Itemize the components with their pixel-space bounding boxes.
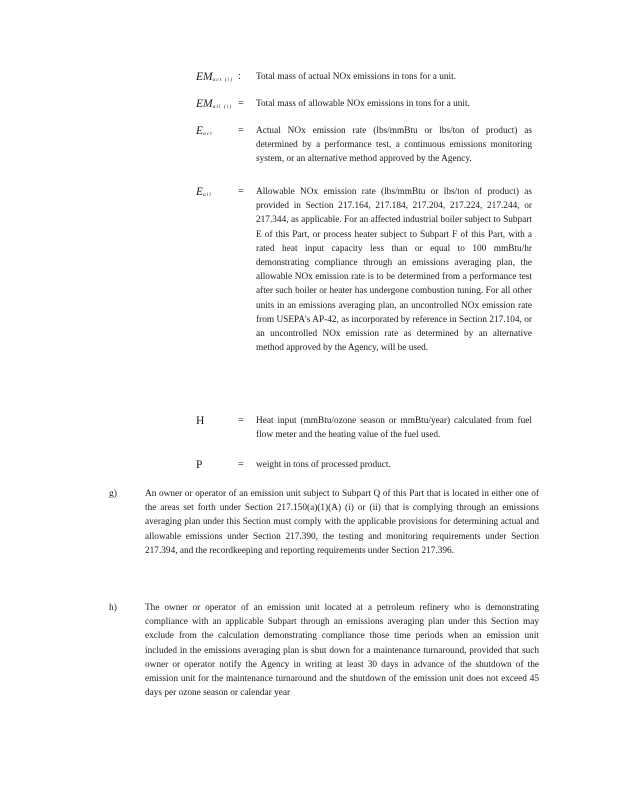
definition-symbol: P <box>196 459 203 471</box>
paragraph-label: g) <box>109 489 117 499</box>
paragraph-label: h) <box>109 603 117 613</box>
definition-operator: : <box>238 71 241 82</box>
definition-symbol: EMall (i) <box>196 98 232 110</box>
definition-text: Total mass of allowable NOx emissions in tons for a unit. <box>256 99 470 109</box>
definition-symbol: EMact (i) <box>196 71 233 83</box>
definition-text: Heat input (mmBtu/ozone season or mmBtu/year) calculated from fuel flow meter and the heating value of the fuel used. <box>256 416 532 441</box>
definition-operator: = <box>238 98 244 109</box>
definition-text: weight in tons of processed product. <box>256 460 391 470</box>
definition-operator: = <box>238 186 244 197</box>
paragraph-text: The owner or operator of an emission unit located at a petroleum refinery who is demonstrating compliance with an applicable Subpart through an emissions averaging plan under this Section may exclude from the calculation demonstrating compliance those time periods when an emission unit included in the emissions averaging plan is shut down for a maintenance turnaround, provided that such owner or operator notify the Agency in writing at least 30 days in advance of the shutdown of the emission unit for the maintenance turnaround and the shutdown of the emission unit does not exceed 45 days per ozone season or calendar year <box>145 603 539 699</box>
definition-symbol: Eall <box>196 186 212 198</box>
paragraph-text: An owner or operator of an emission unit subject to Subpart Q of this Part that is located in either one of the areas set forth under Section 217.150(a)(1)(A) (i) or (ii) that is complying through an emissions averaging plan under this Section must comply with the applicable provisions for determining actual and allowable emissions under Section 217.390, the testing and monitoring requirements under Section 217.394, and the recordkeeping and reporting requirements under Section 217.396. <box>145 489 539 556</box>
definition-operator: = <box>238 415 244 426</box>
definition-operator: = <box>238 125 244 136</box>
definition-symbol: Eact <box>196 125 213 137</box>
definition-operator: = <box>238 459 244 470</box>
definition-text: Actual NOx emission rate (lbs/mmBtu or lbs/ton of product) as determined by a performance test, a continuous emissions monitoring system, or an alternative method approved by the Agency. <box>256 126 532 165</box>
definition-symbol: H <box>196 415 205 427</box>
definition-text: Total mass of actual NOx emissions in tons for a unit. <box>256 72 456 82</box>
definition-text: Allowable NOx emission rate (lbs/mmBtu or lbs/ton of product) as provided in Section 217.164, 217.184, 217.204, 217.224, 217.244, or 217.344, as applicable. For an affected industrial boiler subject to Subpart E of this Part, or process heater subject to Subpart F of this Part, with a rated heat input capacity less than or equal to 100 mmBtu/hr demonstrating compliance through an emissions averaging plan, the allowable NOx emission rate is to be determined from a performance test after such boiler or heater has undergone combustion tuning. For all other units in an emissions averaging plan, an uncontrolled NOx emission rate from USEPA's AP-42, as incorporated by reference in Section 217.104, or an uncontrolled NOx emission rate as determined by an alternative method approved by the Agency, will be used. <box>256 187 532 354</box>
